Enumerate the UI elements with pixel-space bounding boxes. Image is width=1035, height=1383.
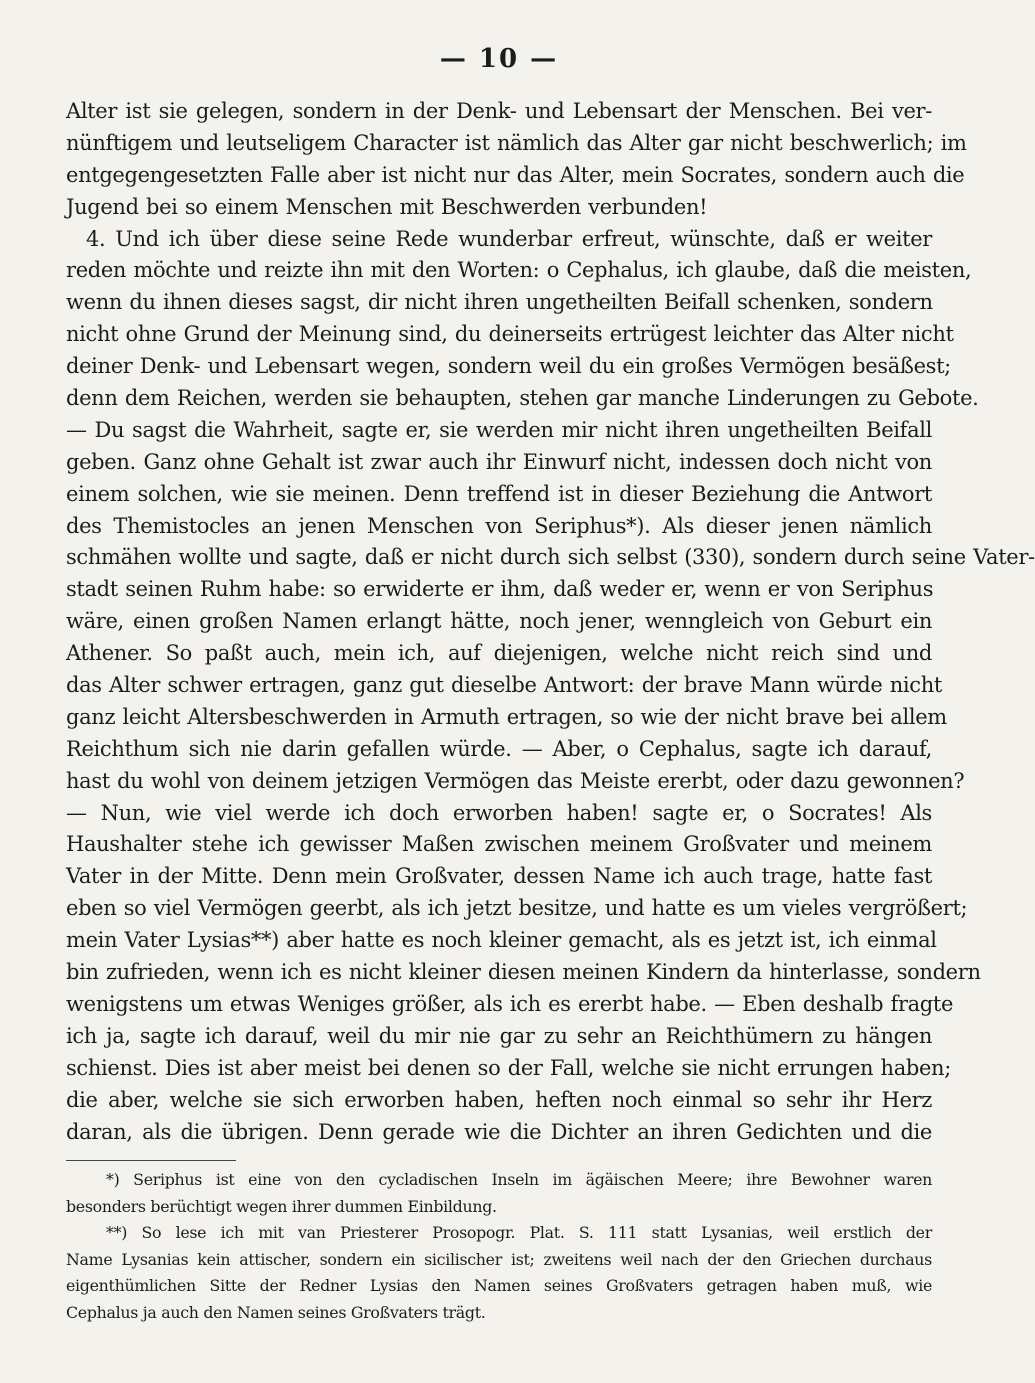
footnote-line: **) So lese ich mit van Priesterer Prosopogr. Plat. S. 111 statt Lysanias, weil erstlich der	[106, 1223, 932, 1243]
main-text	[66, 96, 1035, 1148]
text-line: wäre, einen großen Namen erlangt hätte, noch jener, wenngleich von Geburt ein	[66, 609, 932, 634]
text-line: deiner Denk- und Lebensart wegen, sondern weil du ein großes Vermögen besäßest;	[66, 354, 951, 379]
text-line: schmähen wollte und sagte, daß er nicht durch sich selbst (330), sondern durch seine Vater-	[66, 545, 1035, 570]
text-line: hast du wohl von deinem jetzigen Vermögen das Meiste ererbt, oder dazu gewonnen?	[66, 768, 965, 793]
text-line: denn dem Reichen, werden sie behaupten, stehen gar manche Linderungen zu Gebote.	[66, 386, 979, 411]
footnotes	[66, 1167, 932, 1326]
text-line: einem solchen, wie sie meinen. Denn treffend ist in dieser Beziehung die Antwort	[66, 481, 932, 506]
text-line: nünftigem und leutseligem Character ist nämlich das Alter gar nicht beschwerlich; im	[66, 130, 967, 155]
text-line: reden möchte und reizte ihn mit den Worten: o Cephalus, ich glaube, daß die meisten,	[66, 258, 972, 283]
text-line: die aber, welche sie sich erworben haben, heften noch einmal so sehr ihr Herz	[66, 1087, 932, 1112]
text-line: wenigstens um etwas Weniges größer, als ich es ererbt habe. — Eben deshalb fragte	[66, 991, 954, 1016]
footnote-line: besonders berüchtigt wegen ihrer dummen Einbildung.	[66, 1196, 497, 1216]
text-line: eben so viel Vermögen geerbt, als ich jetzt besitze, und hatte es um vieles vergrößert;	[66, 896, 968, 921]
text-line: Haushalter stehe ich gewisser Maßen zwischen meinem Großvater und meinem	[66, 832, 932, 857]
text-line: wenn du ihnen dieses sagst, dir nicht ihren ungetheilten Beifall schenken, sondern	[66, 290, 933, 315]
text-line: schienst. Dies ist aber meist bei denen so der Fall, welche sie nicht errungen haben;	[66, 1055, 951, 1080]
text-line: stadt seinen Ruhm habe: so erwiderte er ihm, daß weder er, wenn er von Seriphus	[66, 577, 934, 602]
text-line: Athener. So paßt auch, mein ich, auf diejenigen, welche nicht reich sind und	[66, 641, 932, 666]
text-line: — Nun, wie viel werde ich doch erworben haben! sagte er, o Socrates! Als	[66, 800, 932, 825]
text-line: Vater in der Mitte. Denn mein Großvater, dessen Name ich auch trage, hatte fast	[66, 864, 932, 889]
text-line: bin zufrieden, wenn ich es nicht kleiner diesen meinen Kindern da hinterlasse, sondern	[66, 960, 981, 985]
footnote-divider	[66, 1160, 236, 1161]
text-line: daran, als die übrigen. Denn gerade wie die Dichter an ihren Gedichten und die	[66, 1119, 932, 1144]
text-line: entgegengesetzten Falle aber ist nicht nur das Alter, mein Socrates, sondern auch die	[66, 162, 965, 187]
footnote-line: Cephalus ja auch den Namen seines Großvaters trägt.	[66, 1302, 486, 1322]
text-line: nicht ohne Grund der Meinung sind, du deinerseits ertrügest leichter das Alter nicht	[66, 322, 954, 347]
text-line: geben. Ganz ohne Gehalt ist zwar auch ihr Einwurf nicht, indessen doch nicht von	[66, 449, 932, 474]
page-number: — 10 —	[439, 44, 559, 74]
text-line: Alter ist sie gelegen, sondern in der Denk- und Lebensart der Menschen. Bei ver-	[66, 99, 932, 123]
text-line: — Du sagst die Wahrheit, sagte er, sie werden mir nicht ihren ungetheilten Beifall	[66, 417, 932, 442]
footnote-line: Name Lysanias kein attischer, sondern ein sicilischer ist; zweitens weil nach der den Griechen durchaus	[66, 1249, 932, 1269]
text-line: ich ja, sagte ich darauf, weil du mir nie gar zu sehr an Reichthümern zu hängen	[66, 1023, 932, 1048]
text-line: das Alter schwer ertragen, ganz gut dieselbe Antwort: der brave Mann würde nicht	[66, 673, 942, 698]
footnote-line: eigenthümlichen Sitte der Redner Lysias den Namen seines Großvaters getragen haben muß, wie	[66, 1276, 932, 1296]
text-line: des Themistocles an jenen Menschen von Seriphus*). Als dieser jenen nämlich	[66, 513, 932, 538]
text-line: Reichthum sich nie darin gefallen würde. — Aber, o Cephalus, sagte ich darauf,	[66, 736, 932, 761]
text-line: mein Vater Lysias**) aber hatte es noch kleiner gemacht, als es jetzt ist, ich einmal	[66, 928, 937, 953]
text-line: ganz leicht Altersbeschwerden in Armuth ertragen, so wie der nicht brave bei allem	[66, 704, 947, 729]
footnote-line: *) Seriphus ist eine von den cycladischen Inseln im ägäischen Meere; ihre Bewohner waren	[106, 1170, 932, 1190]
text-line: 4. Und ich über diese seine Rede wunderbar erfreut, wünschte, daß er weiter	[86, 226, 932, 251]
text-line: Jugend bei so einem Menschen mit Beschwerden verbunden!	[66, 194, 708, 219]
